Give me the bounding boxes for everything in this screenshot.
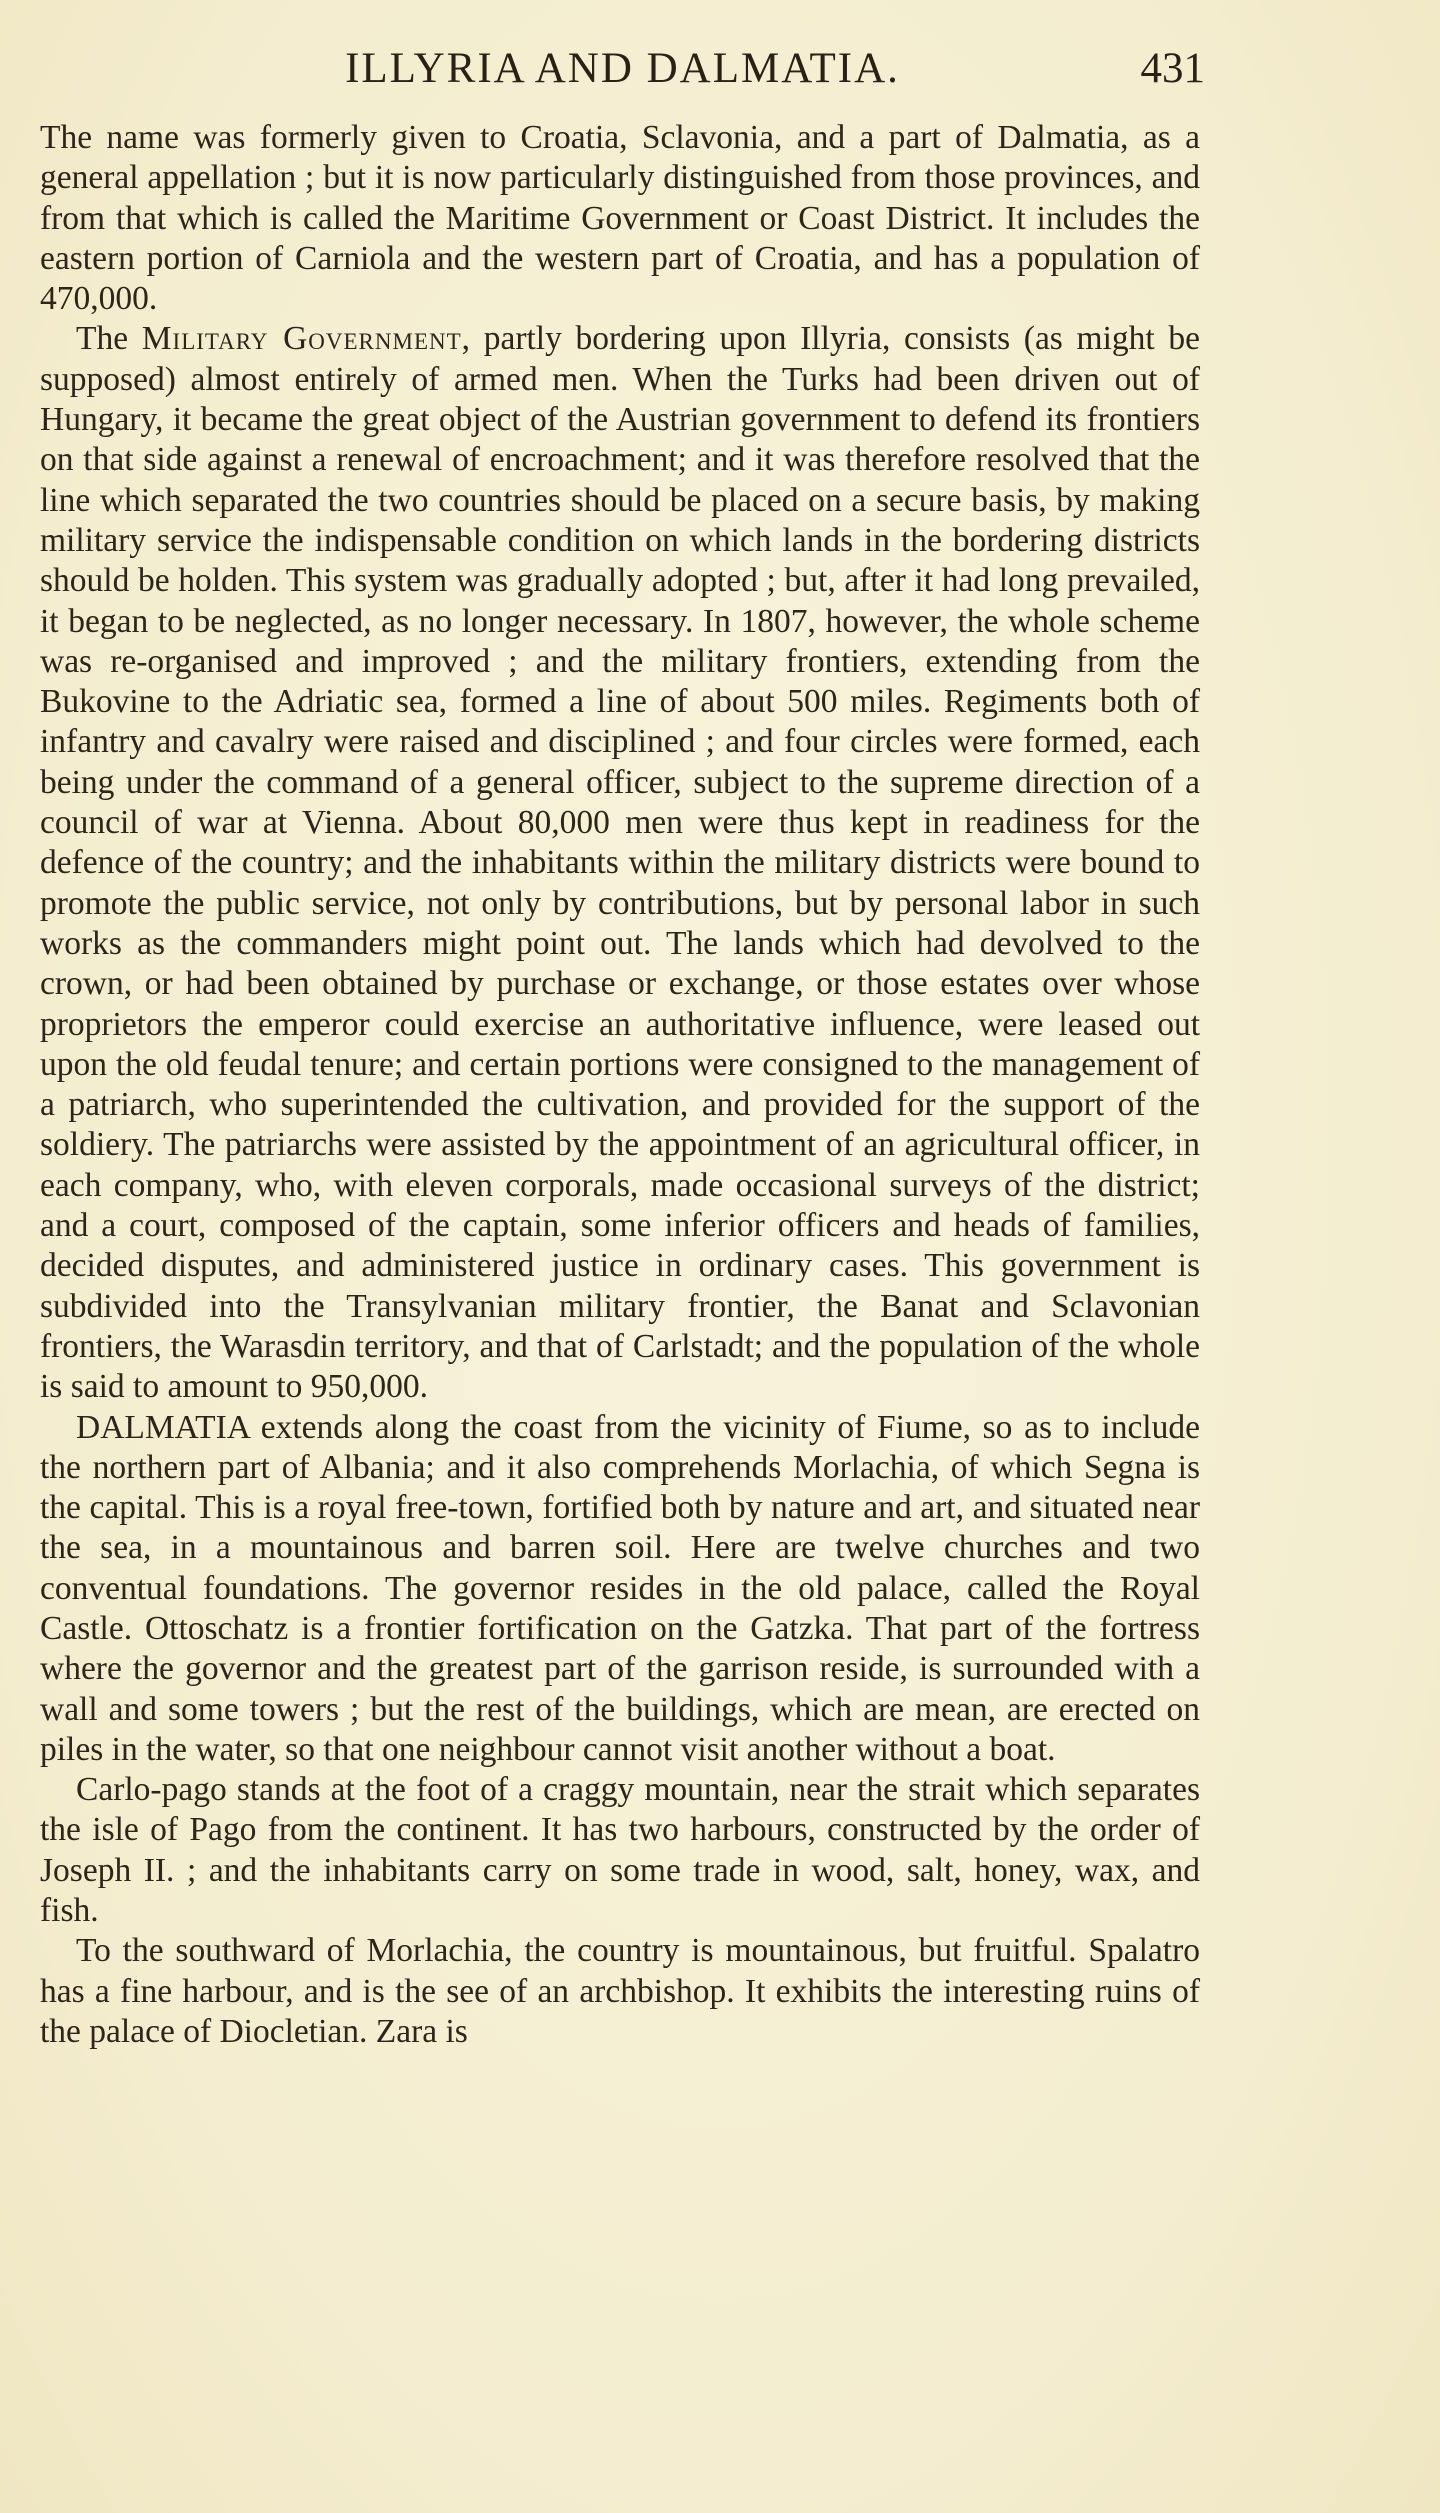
page-header <box>40 44 1205 104</box>
running-title: ILLYRIA AND DALMATIA. <box>345 45 900 92</box>
paragraph-carlo-pago: Carlo-pago stands at the foot of a craggy mountain, near the strait which separates the isle of Pago from the continent. It has two harbours, constructed by the order of Joseph II. ; and the inhabitants carry on some trade in wood, salt, honey, wax, and fish. <box>40 1771 1200 1930</box>
paragraph-continuation: , partly bordering upon Illyria, consists (as might be supposed) almost entirely of armed men. When the Turks had been driven out of Hungary, it became the great object of the Austrian government to defend its frontiers on that side against a renewal of encroachment; and it was therefore resolved that the line which separated the two countries should be placed on a secure basis, by making military service the indispensable condition on which lands in the bordering districts should be holden. This system was gradually adopted ; but, after it had long prevailed, it began to be neglected, as no longer necessary. In 1807, however, the whole scheme was re-organised and improved ; and the military frontiers, extending from the Bukovine to the Adriatic sea, formed a line of about 500 miles. Regiments both of infantry and cavalry were raised and disciplined ; and four circles were formed, each being under the command of a general officer, subject to the supreme direction of a council of war at Vienna. About 80,000 men were thus kept in readiness for the defence of the country; and the inhabitants within the military districts were bound to promote the public service, not only by contributions, but by personal labor in such works as the commanders might point out. The lands which had devolved to the crown, or had been obtained by purchase or exchange, or those estates over whose proprietors the emperor could exercise an authoritative influence, were leased out upon the old feudal tenure; and certain portions were consigned to the management of a patriarch, who superintended the cultivation, and provided for the support of the soldiery. The patriarchs were assisted by the appointment of an agricultural officer, in each company, who, with eleven corporals, made occasional surveys of the district; and a court, composed of the captain, some inferior officers and heads of families, decided disputes, and administered justice in ordinary cases. This government is subdivided into the Transylvanian military frontier, the Banat and Sclavonian frontiers, the Warasdin territory, and that of Carlstadt; and the population of the whole is said to amount to 950,000. <box>40 320 1200 1406</box>
military-government-term: Military Government <box>141 320 462 358</box>
body-text <box>40 118 1200 2052</box>
paragraph-morlachia: To the southward of Morlachia, the country is mountainous, but fruitful. Spalatro has a fine harbour, and is the see of an archbishop. It exhibits the interesting ruins of the palace of Diocletian. Zara is <box>40 1932 1200 2050</box>
paragraph-illyria: The name was formerly given to Croatia, Sclavonia, and a part of Dalmatia, as a general appellation ; but it is now particularly distinguished from those provinces, and from that which is called the Maritime Government or Coast District. It includes the eastern portion of Carniola and the western part of Croatia, and has a population of 470,000. <box>40 119 1200 318</box>
paragraph-dalmatia: DALMATIA extends along the coast from the vicinity of Fiume, so as to include the northern part of Albania; and it also comprehends Morlachia, of which Segna is the capital. This is a royal free-town, fortified both by nature and art, and situated near the sea, in a mountainous and barren soil. Here are twelve churches and two conventual foundations. The governor resides in the old palace, called the Royal Castle. Ottoschatz is a frontier fortification on the Gatzka. That part of the fortress where the governor and the greatest part of the garrison reside, is surrounded with a wall and some towers ; but the rest of the buildings, which are mean, are erected on piles in the water, so that one neighbour cannot visit another without a boat. <box>40 1408 1200 1768</box>
paragraph-intro: The <box>76 320 142 358</box>
page-number: 431 <box>1140 45 1205 92</box>
paragraph-military-government <box>40 319 1200 1407</box>
